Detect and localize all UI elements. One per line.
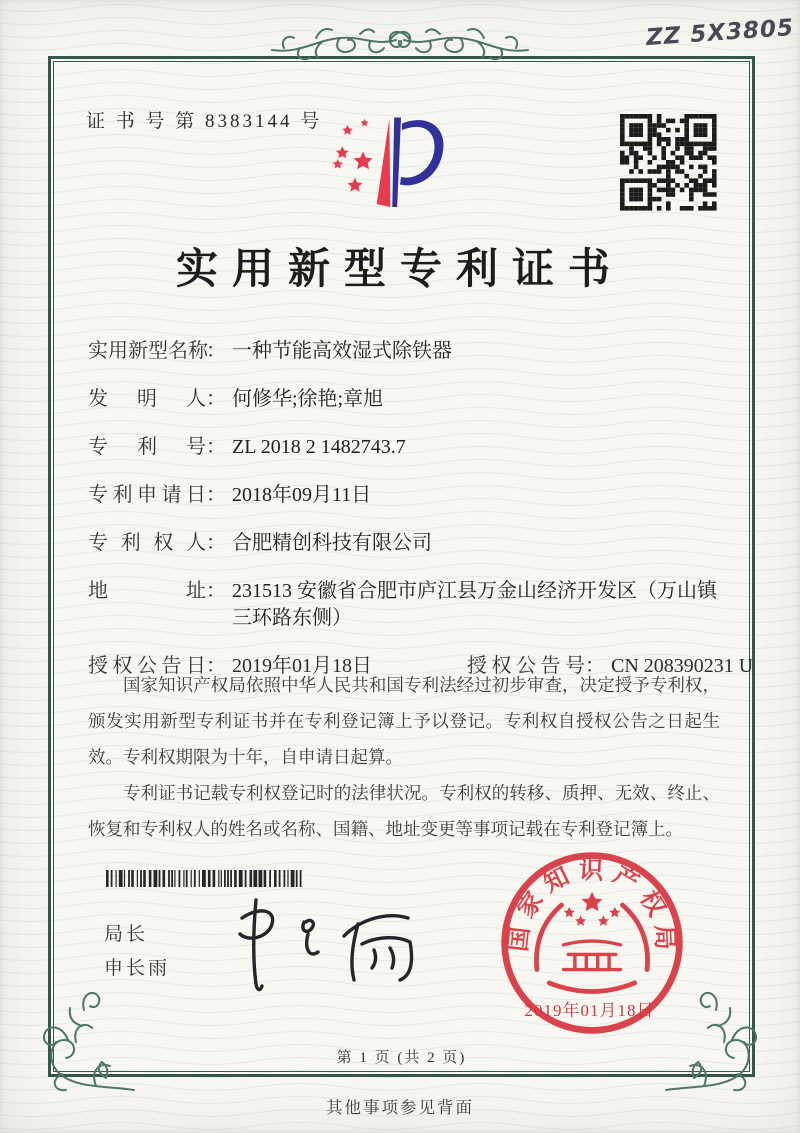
field-value: 合肥精创科技有限公司 (232, 532, 432, 554)
grant-no-value: CN 208390231 U (611, 655, 754, 677)
field-label: 实用新型名称 (88, 340, 208, 362)
field-value: 2018年09月11日 (232, 484, 372, 506)
signer-block (104, 918, 170, 986)
seal-ring-text: 国家知识产权局 (505, 857, 679, 958)
emblem-gate (564, 941, 621, 970)
field-row-inventors (88, 386, 728, 413)
certificate-number: 证 书 号 第 8383144 号 (86, 111, 323, 132)
cnipa-logo-icon (328, 108, 513, 236)
field-value: ZL 2018 2 1482743.7 (232, 436, 406, 458)
field-row-patentee (88, 530, 728, 557)
seal-date: 2019年01月18日 (524, 1001, 655, 1020)
emblem-wreath (536, 905, 647, 991)
colon: ： (206, 388, 226, 410)
barcode (105, 870, 305, 887)
legal-paragraph-2: 专利证书记载专利权登记时的法律状况。专利权的转移、质押、无效、终止、恢复和专利权人的姓名或名称、国籍、地址变更等事项记载在专利登记簿上。 (88, 782, 720, 839)
grant-date-value: 2019年01月18日 (232, 655, 372, 677)
page-indicator: 第 1 页 (共 2 页) (336, 1050, 467, 1066)
back-side-note: 其他事项参见背面 (326, 1098, 474, 1117)
field-label: 专利权人 (88, 532, 206, 554)
field-row-patent-no (88, 434, 728, 461)
bottom-left-ornament (34, 980, 138, 1096)
field-value: 一种节能高效湿式除铁器 (232, 340, 452, 362)
field-row-name (88, 338, 728, 365)
signer-title: 局长 (104, 924, 149, 945)
handwritten-note: ZZ 5X3805 (645, 14, 795, 52)
colon: ： (206, 655, 226, 677)
legal-text (88, 668, 720, 847)
field-label: 发明人 (88, 388, 206, 410)
colon: ： (585, 655, 605, 677)
commissioner-signature (212, 888, 427, 996)
signer-name: 申长雨 (104, 958, 171, 980)
field-label: 专利申请日 (88, 484, 206, 506)
colon: ： (206, 532, 226, 554)
field-row-filing-date (88, 482, 728, 509)
field-value: 231513 安徽省合肥市庐江县万金山经济开发区（万山镇三环路东侧） (232, 580, 717, 629)
legal-paragraph-1: 国家知识产权局依照中华人民共和国专利法经过初步审查，决定授予专利权，颁发实用新型专利证书并在专利登记簿上予以登记。专利权自授权公告之日起生效。专利权期限为十年，自申请日起算。 (88, 675, 720, 767)
colon: ： (206, 484, 226, 506)
colon: ： (206, 340, 226, 362)
field-label: 专利号 (88, 436, 206, 458)
field-row-address (88, 578, 728, 632)
certificate-title: 实用新型专利证书 (175, 247, 624, 293)
field-list (88, 338, 754, 701)
colon: ： (206, 436, 226, 458)
field-value: 何修华;徐艳;章旭 (232, 388, 384, 410)
grant-no-label: 授权公告号 (467, 655, 585, 677)
field-label: 地址 (88, 580, 206, 602)
colon: ： (206, 580, 226, 602)
top-center-ornament (270, 14, 530, 72)
national-emblem-icon (564, 892, 621, 926)
grant-date-label: 授权公告日 (88, 655, 206, 677)
qr-code (618, 112, 720, 214)
